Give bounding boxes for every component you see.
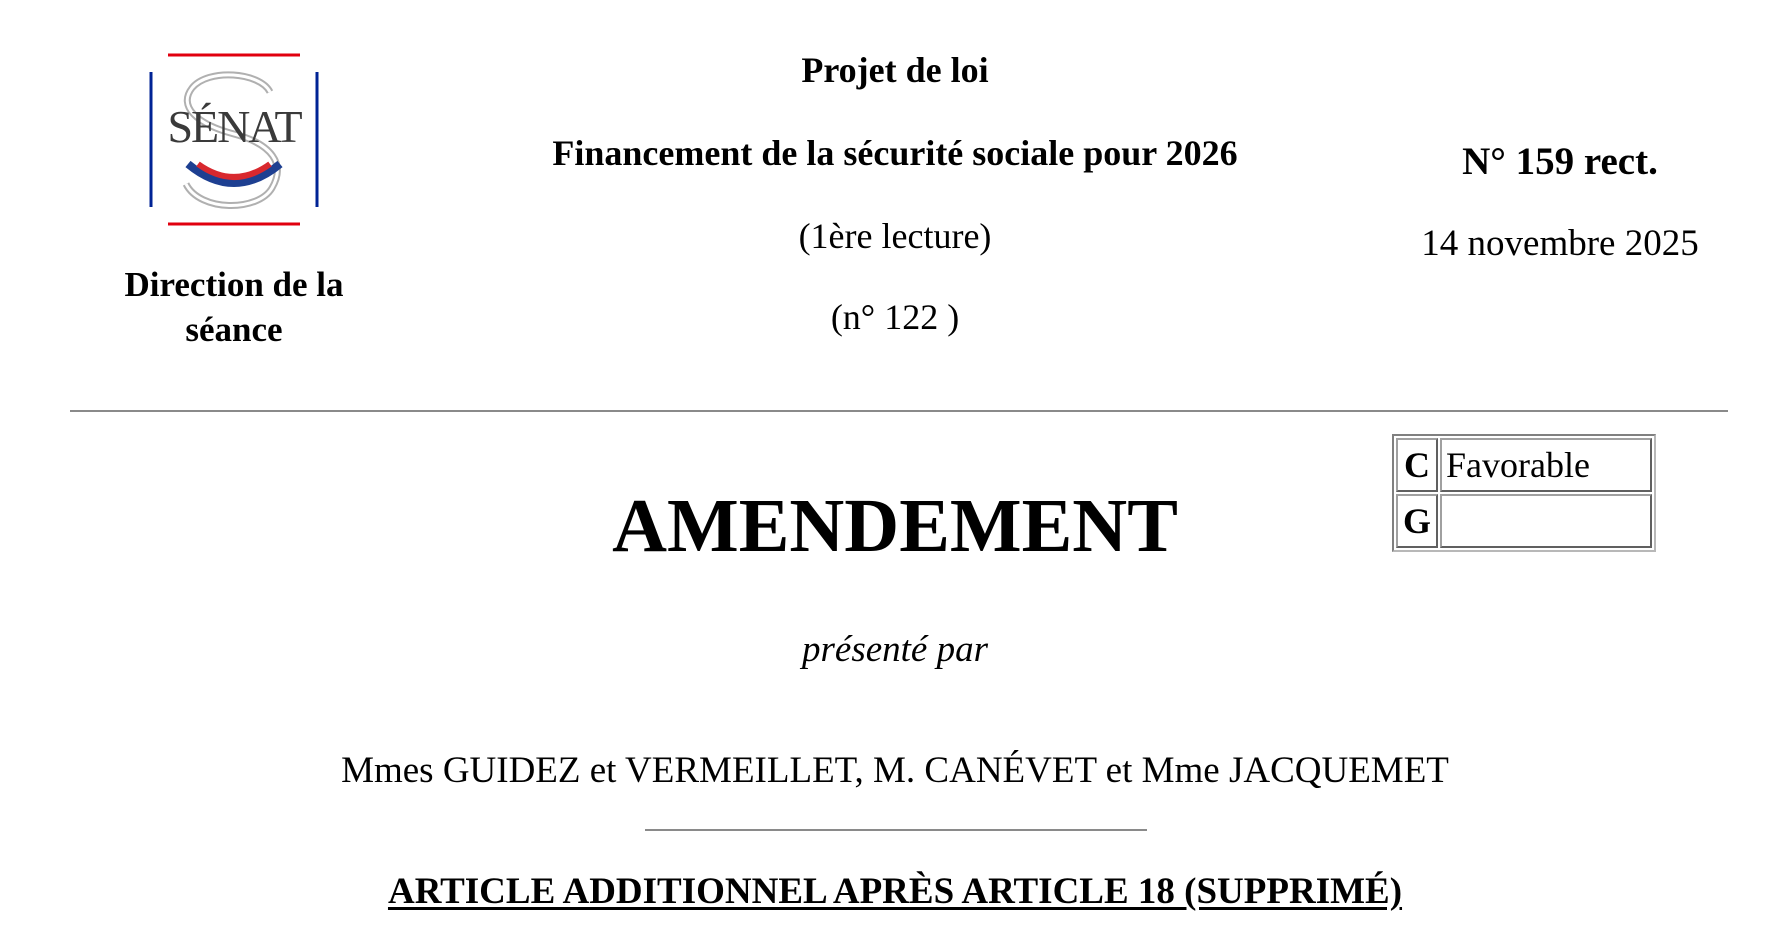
reading-stage: (1ère lecture) [798, 216, 992, 256]
authors: Mmes GUIDEZ et VERMEILLET, M. CANÉVET et Mme JACQUEMET [341, 750, 1449, 791]
amendment-heading: AMENDEMENT [612, 484, 1178, 568]
direction-label: Direction de la séance [124, 265, 344, 349]
opinion-value [1440, 494, 1652, 548]
senat-logo [148, 52, 320, 228]
bill-number: (n° 122 ) [830, 297, 960, 337]
authors-divider [645, 829, 1147, 831]
opinion-value: Favorable [1440, 438, 1652, 492]
opinion-letter: G [1396, 494, 1438, 548]
opinion-table [1392, 434, 1656, 552]
bill-title: Financement de la sécurité sociale pour 2026 [552, 133, 1238, 173]
opinion-letter: C [1396, 438, 1438, 492]
amendment-number: N° 159 rect. [1462, 140, 1658, 183]
presented-by-label: présenté par [802, 629, 988, 670]
header-divider [70, 410, 1728, 412]
senat-logo-text: SÉNAT [167, 101, 301, 152]
opinion-row-commission [1396, 438, 1652, 492]
article-heading: ARTICLE ADDITIONNEL APRÈS ARTICLE 18 (SUPPRIMÉ) [387, 871, 1403, 912]
opinion-row-government [1396, 494, 1652, 548]
bill-type: Projet de loi [801, 50, 989, 90]
amendment-date: 14 novembre 2025 [1421, 223, 1699, 264]
